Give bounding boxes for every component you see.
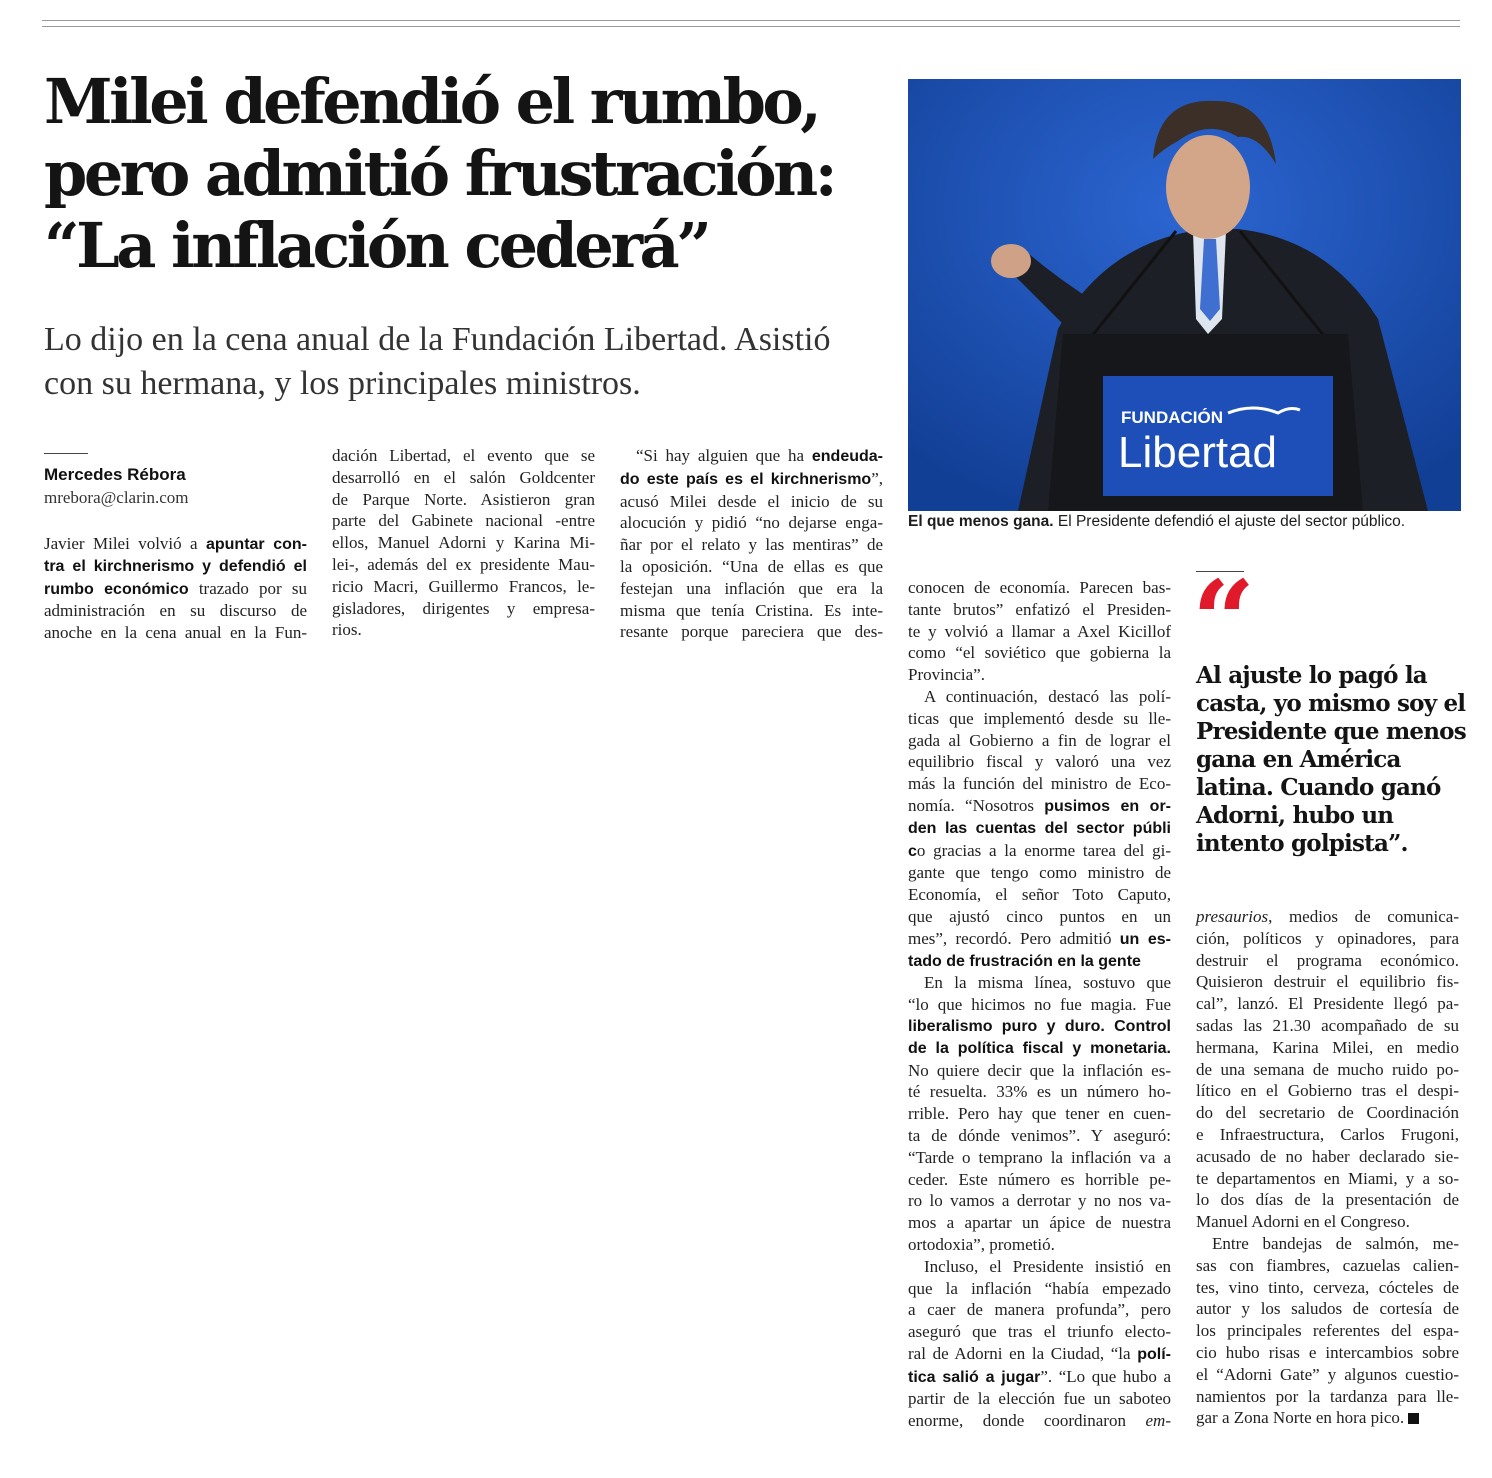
headline-line: “La inflación cederá”: [44, 209, 709, 282]
end-mark-icon: [1408, 1413, 1419, 1424]
hand-shape: [991, 244, 1031, 278]
text-line: A continuación, destacó las polí-: [924, 686, 1171, 706]
text-line: ticas que implementó desde su lle-: [908, 708, 1171, 728]
text-line: tra el kirchnerismo y defendió el: [44, 557, 307, 575]
text-line: ral de Adorni en la Ciudad, “la polí-: [908, 1343, 1171, 1363]
text-line: tante brutos” enfatizó el Presiden-: [908, 599, 1171, 619]
text-line: gisladores, dirigentes y empresa-: [332, 598, 595, 618]
text-line: mos a apartar un ápice de nuestra: [908, 1213, 1171, 1233]
text-line: ñar por el relato y las mentiras” de: [620, 535, 883, 555]
text-line: destruir el programa económico.: [1196, 950, 1459, 970]
article-photo: [908, 79, 1461, 511]
text-line: de la política fiscal y monetaria.: [908, 1039, 1171, 1057]
deck: [44, 318, 894, 406]
text-line: ortodoxia”, prometió.: [908, 1234, 1055, 1254]
pull-quote: [1196, 662, 1466, 858]
text-line: acusado de no haber declarado sie-: [1196, 1146, 1459, 1166]
text-line: Economía, el señor Toto Caputo,: [908, 885, 1171, 905]
text-line: Incluso, el Presidente insistió en: [924, 1256, 1171, 1276]
text-line: que ajustó cinco puntos en un: [908, 906, 1171, 926]
text-line: rrible. Pero hay que tener en cuen-: [908, 1104, 1171, 1124]
caption-text: El Presidente defendió el ajuste del sector público.: [1053, 513, 1406, 530]
text-line: nomía. “Nosotros pusimos en or-: [908, 795, 1171, 815]
text-line: “lo que hicimos no fue magia. Fue: [908, 995, 1171, 1015]
photo-caption: [908, 512, 1468, 532]
text-line: sas con fiambres, cazuelas calien-: [1196, 1255, 1459, 1275]
deck-line: Lo dijo en la cena anual de la Fundación Libertad. Asistió: [44, 321, 831, 358]
byline-author: Mercedes Rébora: [44, 465, 186, 484]
photo-illustration: [908, 79, 1461, 511]
text-line: ceder. Este número es horrible pe-: [908, 1169, 1171, 1189]
text-line: parte del Gabinete nacional -entre: [332, 511, 595, 531]
text-line: “Tarde o temprano la inflación va a: [908, 1147, 1171, 1167]
pullquote-line: Adorni, hubo un: [1196, 802, 1394, 829]
text-line: a caer de manera profunda”, pero: [908, 1300, 1171, 1320]
text-line: desarrolló en el salón Goldcenter: [332, 467, 595, 487]
text-line: ricio Macri, Guillermo Francos, le-: [332, 576, 595, 596]
text-line: administración en su discurso de: [44, 601, 307, 621]
text-line: de Parque Norte. Asistieron gran: [332, 489, 595, 509]
podium-text-main: Libertad: [1118, 428, 1278, 477]
text-line: Manuel Adorni en el Congreso.: [1196, 1212, 1410, 1232]
top-rule: [42, 20, 1460, 27]
text-line: den las cuentas del sector públi: [908, 819, 1171, 837]
article-column-5: [1196, 906, 1459, 1429]
text-line: ción, políticos y opinadores, para: [1196, 928, 1459, 948]
pullquote-line: intento golpista”.: [1196, 830, 1408, 857]
text-line: presaurios, medios de comunica-: [1196, 907, 1459, 926]
text-line: rumbo económico trazado por su: [44, 578, 307, 598]
byline-email: mrebora@clarin.com: [44, 488, 189, 507]
text-line: sadas las 21.30 acompañado de su: [1196, 1015, 1459, 1035]
text-line: más la función del ministro de Eco-: [908, 774, 1171, 794]
face-shape: [1166, 135, 1250, 239]
text-line: te departamentos en Miami, y a so-: [1196, 1168, 1459, 1188]
headline: [44, 66, 884, 282]
text-line: tes, vino tinto, cerveza, cócteles de: [1196, 1277, 1459, 1297]
text-line: hermana, Karina Milei, en medio: [1196, 1037, 1459, 1057]
text-line: lo dos días de la presentación de: [1196, 1190, 1459, 1210]
byline-rule: [44, 453, 88, 454]
text-line: resante porque pareciera que des-: [620, 622, 883, 642]
text-line: Provincia”.: [908, 665, 985, 685]
text-line: tado de frustración en la gente: [908, 952, 1141, 970]
text-line: anoche en la cena anual en la Fun-: [44, 623, 307, 643]
text-line: do este país es el kirchnerismo”,: [620, 468, 883, 488]
text-line: Javier Milei volvió a apuntar con-: [44, 534, 307, 553]
text-line: alocución y pidió “no dejarse enga-: [620, 513, 883, 533]
text-line: Quisieron destruir el equilibrio fis-: [1196, 972, 1459, 992]
headline-line: Milei defendió el rumbo,: [44, 65, 819, 138]
text-line: En la misma línea, sostuvo que: [924, 973, 1171, 993]
headline-line: pero admitió frustración:: [44, 137, 835, 210]
text-line: misma que tenía Cristina. Es inte-: [620, 600, 883, 620]
text-line: gante que tengo como ministro de: [908, 863, 1171, 883]
text-line: ellos, Manuel Adorni y Karina Mi-: [332, 533, 595, 553]
text-line: ro lo vamos a derrotar y no nos va-: [908, 1191, 1171, 1211]
text-line: aseguró que tras el triunfo electo-: [908, 1322, 1171, 1342]
pullquote-line: Presidente que menos: [1196, 718, 1466, 745]
deck-line: con su hermana, y los principales ministros.: [44, 365, 641, 402]
text-line: equilibrio fiscal y valoró una vez: [908, 752, 1171, 772]
text-line: te y volvió a llamar a Axel Kicillof: [908, 621, 1171, 641]
text-line: ta de dónde venimos”. Y aseguró:: [908, 1125, 1171, 1145]
text-line: tica salió a jugar”. “Lo que hubo a: [908, 1366, 1171, 1386]
article-column-3: [620, 445, 883, 643]
text-line: do del secretario de Coordinación: [1196, 1103, 1459, 1123]
text-line: No quiere decir que la inflación es-: [908, 1060, 1171, 1080]
text-line: e Infraestructura, Carlos Frugoni,: [1196, 1124, 1459, 1144]
text-line: “Si hay alguien que ha endeuda-: [636, 446, 883, 465]
text-line: mes”, recordó. Pero admitió un es-: [908, 928, 1171, 948]
text-line: como “el soviético que gobierna la: [908, 643, 1171, 663]
text-line: té resuelta. 33% es un número ho-: [908, 1082, 1171, 1102]
pullquote-line: casta, yo mismo soy el: [1196, 690, 1466, 717]
text-line: gar a Zona Norte en hora pico.: [1196, 1407, 1459, 1429]
pullquote-line: gana en América: [1196, 746, 1401, 773]
text-line: enorme, donde coordinaron em-: [908, 1411, 1171, 1431]
text-line: gada al Gobierno a fin de lograr el: [908, 730, 1171, 750]
text-line: dación Libertad, el evento que se: [332, 446, 595, 465]
text-line: cio hubo risas e intercambios sobre: [1196, 1342, 1459, 1362]
article-column-4: [908, 577, 1171, 1432]
text-line: co gracias a la enorme tarea del gi-: [908, 840, 1171, 860]
text-line: los principales referentes del espa-: [1196, 1321, 1459, 1341]
text-line: que la inflación “había empezado: [908, 1278, 1171, 1298]
text-line: el “Adorni Gate” y algunos cuestio-: [1196, 1364, 1459, 1384]
caption-lead: El que menos gana.: [908, 513, 1054, 530]
pullquote-line: latina. Cuando ganó: [1196, 774, 1441, 801]
text-line: rios.: [332, 620, 362, 640]
text-line: la oposición. “Una de ellas es que: [620, 556, 883, 576]
text-line: conocen de economía. Parecen bas-: [908, 578, 1171, 597]
text-line: lítico en el Gobierno tras el despi-: [1196, 1081, 1459, 1101]
quote-mark-icon: “: [1192, 556, 1256, 685]
text-line: partir de la elección fue un saboteo: [908, 1389, 1171, 1409]
podium-text-top: FUNDACIÓN: [1121, 408, 1223, 427]
text-line: liberalismo puro y duro. Control: [908, 1017, 1171, 1035]
text-line: acusó Milei desde el inicio de su: [620, 491, 883, 511]
text-line: namientos por la tardanza para lle-: [1196, 1386, 1459, 1406]
article-column-1: [44, 533, 307, 644]
text-line: autor y los saludos de cortesía de: [1196, 1299, 1459, 1319]
text-line: lei-, además del ex presidente Mau-: [332, 554, 595, 574]
text-line: Entre bandejas de salmón, me-: [1212, 1233, 1459, 1253]
article-column-2: [332, 445, 595, 641]
text-line: cal”, lanzó. El Presidente llegó pa-: [1196, 994, 1459, 1014]
pullquote-line: Al ajuste lo pagó la: [1196, 662, 1427, 689]
text-line: festejan una inflación que era la: [620, 578, 883, 598]
text-line: de una semana de mucho ruido po-: [1196, 1059, 1459, 1079]
